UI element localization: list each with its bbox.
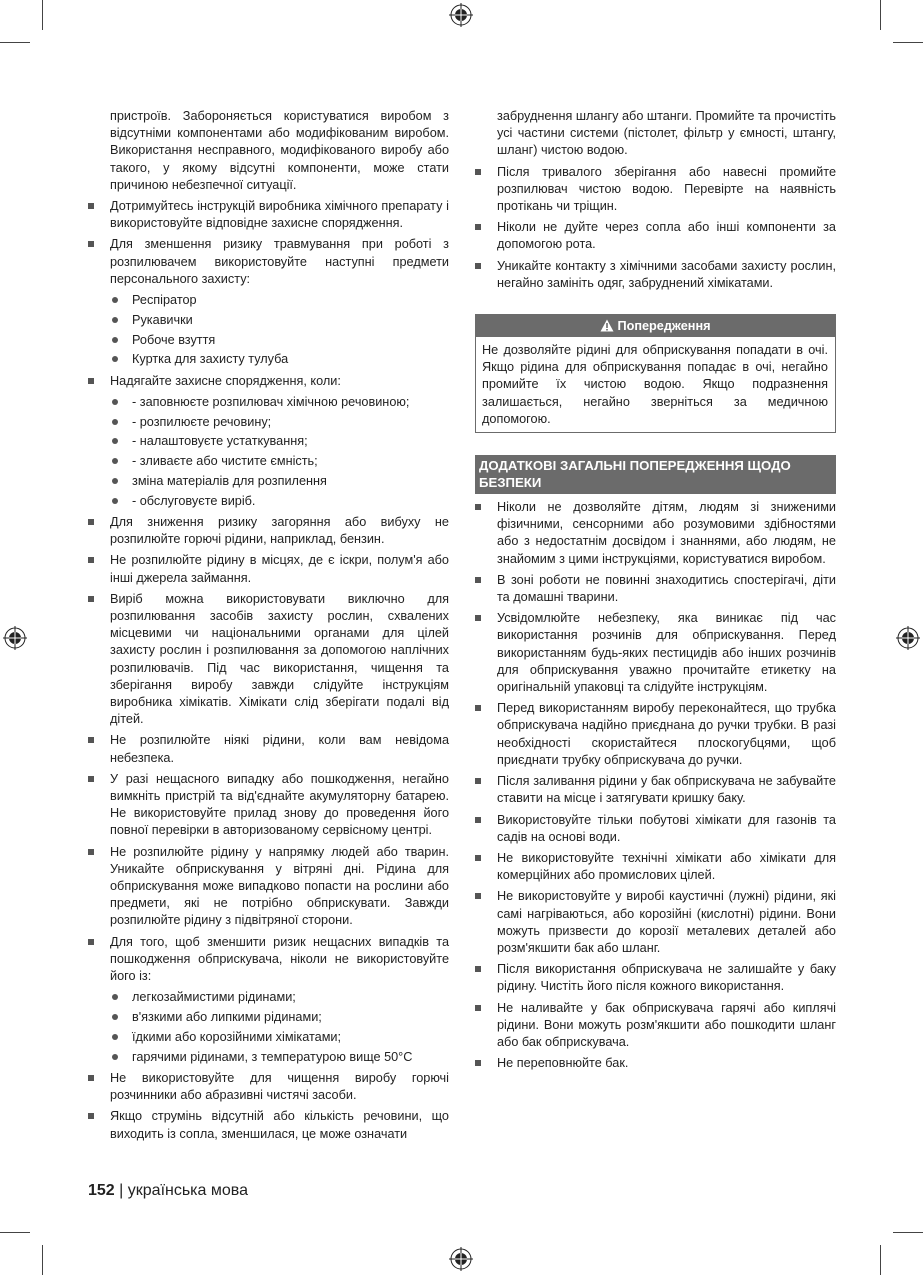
liquids-list bbox=[88, 989, 449, 1066]
list-item: Перед використанням виробу переконайтеся, що трубка обприскувача надійно приєднана до ручки трубки. В разі необхідності скористайтеся плоскогубцями, щоб приєднати трубку обприскувача до ручки. bbox=[475, 700, 836, 769]
list-item: Не використовуйте у виробі каустичні (лужні) рідини, які самі нагріваються, або корозійні (кислотні) рідини. Вони можуть призвести до корозії металевих деталей або розм'якшити бак або шланг. bbox=[475, 888, 836, 957]
list-item: Не використовуйте технічні хімікати або хімікати для комерційних або промислових цілей. bbox=[475, 850, 836, 884]
list-item: Не розпилюйте рідину у напрямку людей або тварин. Уникайте обприскування у вітряні дні. Рідина для обприскування може випадково попасти на рослини або предмети, які не потрібно обприскувати. Завжди розпилюйте рідину з підвітряної сторони. bbox=[88, 844, 449, 930]
warning-title: Попередження bbox=[617, 319, 711, 334]
sub-list-item: - зливаєте або чистите ємність; bbox=[88, 453, 449, 470]
crop-mark bbox=[893, 42, 923, 43]
list-item: Уникайте контакту з хімічними засобами захисту рослин, негайно замініть одяг, забруднений хімікатами. bbox=[475, 258, 836, 292]
list-item: Не використовуйте для чищення виробу горючі розчинники або абразивні чистячі засоби. bbox=[88, 1070, 449, 1104]
list-item: Не розпилюйте ніякі рідини, коли вам невідома небезпека. bbox=[88, 732, 449, 766]
sub-list-item: - заповнюєте розпилювач хімічною речовиною; bbox=[88, 394, 449, 411]
continued-paragraph: забруднення шлангу або штанги. Промийте та прочистіть усі частини системи (пістолет, фільтр у ємності, штангу, шланг) чистою водою. bbox=[497, 109, 836, 158]
right-column bbox=[475, 108, 836, 1076]
list-item: Надягайте захисне спорядження, коли: bbox=[88, 373, 449, 390]
sub-list-item: гарячими рідинами, з температурою вище 50°С bbox=[88, 1049, 449, 1066]
warning-header bbox=[476, 315, 835, 337]
list-item: Не переповнюйте бак. bbox=[475, 1055, 836, 1072]
list-item: Дотримуйтесь інструкцій виробника хімічного препарату і використовуйте відповідне захисне спорядження. bbox=[88, 198, 449, 232]
crop-mark bbox=[42, 0, 43, 30]
crop-mark bbox=[0, 42, 30, 43]
when-list bbox=[88, 394, 449, 510]
warning-triangle-icon bbox=[600, 319, 614, 332]
sub-list-item: легкозаймистими рідинами; bbox=[88, 989, 449, 1006]
list-item: Використовуйте тільки побутові хімікати для газонів та садів на основі води. bbox=[475, 812, 836, 846]
crop-mark bbox=[893, 1232, 923, 1233]
footer-language: українська мова bbox=[127, 1182, 248, 1199]
sub-list-item: Куртка для захисту тулуба bbox=[88, 351, 449, 368]
sub-list-item: - розпилюєте речовину; bbox=[88, 414, 449, 431]
sub-list-item: Респіратор bbox=[88, 292, 449, 309]
page-footer bbox=[88, 1182, 248, 1200]
warning-text: Не дозволяйте рідині для обприскування попадати в очі. Якщо рідина для обприскування попадає в очі, негайно промийте їх чистою водою. Якщо подразнення залишається, негайно зверніться за медичною допомогою. bbox=[482, 343, 828, 426]
footer-separator: | bbox=[119, 1182, 124, 1199]
list-item: У разі нещасного випадку або пошкодження, негайно вимкніть пристрій та від'єднайте акумуляторну батарею. Не використовуйте прилад знову до проведення його повної перевірки в авторизованому сервісному центрі. bbox=[88, 771, 449, 840]
list-item: Для зменшення ризику травмування при роботі з розпилювачем використовуйте наступні предмети персонального захисту: bbox=[88, 236, 449, 288]
section-heading: ДОДАТКОВІ ЗАГАЛЬНІ ПОПЕРЕДЖЕННЯ ЩОДО БЕЗПЕКИ bbox=[475, 455, 836, 494]
crop-mark bbox=[0, 1232, 30, 1233]
list-item: Усвідомлюйте небезпеку, яка виникає під час використання розчинів для обприскування. Перед використанням будь-яких пестицидів або інших розчинів для обприскування уважно прочитайте етикетку на оригінальній упаковці та слідуйте інструкціям. bbox=[475, 610, 836, 696]
list-item: Ніколи не дуйте через сопла або інші компоненти за допомогою рота. bbox=[475, 219, 836, 253]
list-item: Виріб можна використовувати виключно для розпилювання засобів захисту рослин, схвалених місцевими чи національними органами для цілей захисту рослин і розпилювання за допомогою наплічних розпилювачів. Під час використання, чищення та зберігання виробу завжди слідуйте інструкціям виробника хімікатів. Хімікати слід зберігати подалі від дітей. bbox=[88, 591, 449, 729]
registration-mark-icon bbox=[3, 626, 27, 650]
list-item: Для зниження ризику загоряння або вибуху не розпилюйте горючі рідини, наприклад, бензин. bbox=[88, 514, 449, 548]
list-item: Не розпилюйте рідину в місцях, де є іскри, полум'я або інші джерела займання. bbox=[88, 552, 449, 586]
registration-mark-icon bbox=[896, 626, 920, 650]
registration-mark-icon bbox=[449, 1247, 473, 1271]
sub-list-item: Рукавички bbox=[88, 312, 449, 329]
sub-list-item: зміна матеріалів для розпилення bbox=[88, 473, 449, 490]
sub-list-item: Робоче взуття bbox=[88, 332, 449, 349]
crop-mark bbox=[880, 0, 881, 30]
list-item: Якщо струмінь відсутній або кількість речовини, що виходить із сопла, зменшилася, це може означати bbox=[88, 1108, 449, 1142]
sub-list-item: - обслуговуєте виріб. bbox=[88, 493, 449, 510]
list-item: Після використання обприскувача не залишайте у баку рідину. Чистіть його після кожного використання. bbox=[475, 961, 836, 995]
page-number: 152 bbox=[88, 1182, 115, 1199]
sub-list-item: їдкими або корозійними хімікатами; bbox=[88, 1029, 449, 1046]
continued-paragraph: пристроїв. Забороняється користуватися виробом з відсутніми компонентами або модифікованим виробом. Використання несправного, модифікованого виробу або такого, у якому відсутні компоненти, може стати причиною небезпечної ситуації. bbox=[110, 109, 449, 192]
crop-mark bbox=[42, 1245, 43, 1275]
list-item: Не наливайте у бак обприскувача гарячі або киплячі рідини. Вони можуть розм'якшити або пошкодити шланг або бак обприскувача. bbox=[475, 1000, 836, 1052]
ppe-list bbox=[88, 292, 449, 369]
crop-mark bbox=[880, 1245, 881, 1275]
sub-list-item: - налаштовуєте устаткування; bbox=[88, 433, 449, 450]
list-item: Після заливання рідини у бак обприскувача не забувайте ставити на місце і затягувати кришку баку. bbox=[475, 773, 836, 807]
left-column bbox=[88, 108, 449, 1147]
list-item: Ніколи не дозволяйте дітям, людям зі зниженими фізичними, сенсорними або розумовими здібностями або з недостатнім досвідом і знаннями, або людям, не знайомим з цими інструкціями, користуватися виробом. bbox=[475, 499, 836, 568]
list-item: Після тривалого зберігання або навесні промийте розпилювач чистою водою. Перевірте на наявність протікань чи тріщин. bbox=[475, 164, 836, 216]
list-item: В зоні роботи не повинні знаходитись спостерігачі, діти та домашні тварини. bbox=[475, 572, 836, 606]
list-item: Для того, щоб зменшити ризик нещасних випадків та пошкодження обприскувача, ніколи не використовуйте його із: bbox=[88, 934, 449, 986]
warning-box bbox=[475, 314, 836, 433]
registration-mark-icon bbox=[449, 3, 473, 27]
sub-list-item: в'язкими або липкими рідинами; bbox=[88, 1009, 449, 1026]
